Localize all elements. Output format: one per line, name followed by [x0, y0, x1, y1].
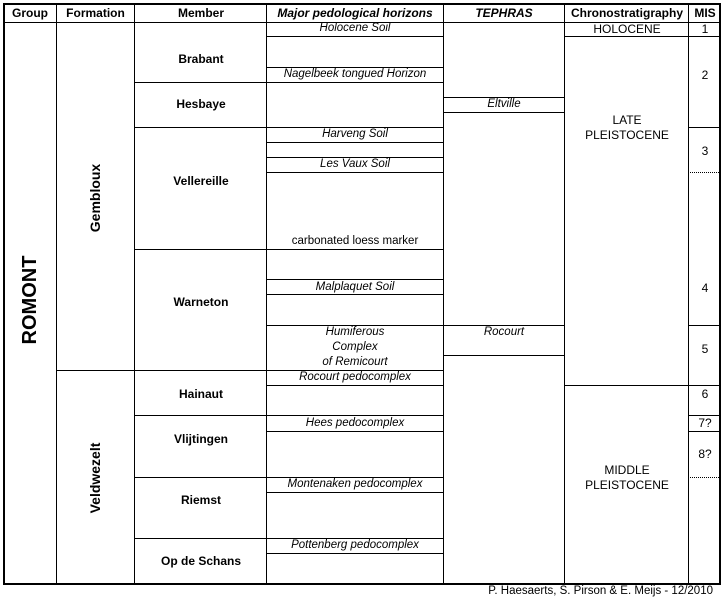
- member-divider: [134, 477, 267, 478]
- formation-divider: [56, 370, 135, 371]
- header-tephras: TEPHRAS: [475, 6, 533, 20]
- frame-left: [3, 3, 5, 585]
- tephra-eltville: Eltville: [487, 98, 521, 110]
- chrono-divider: [564, 385, 689, 386]
- horizon-divider: [266, 385, 444, 386]
- horizon-divider: [266, 431, 444, 432]
- horizon-divider: [266, 294, 444, 295]
- horizon-divider: [266, 142, 444, 143]
- tephra-rocourt: Rocourt: [483, 326, 525, 338]
- member-divider: [134, 370, 267, 371]
- mis-divider: [688, 385, 721, 386]
- member-divider: [134, 538, 267, 539]
- header-formation: Formation: [66, 6, 125, 20]
- mis-2: 2: [701, 68, 709, 82]
- horizon-carbonated-marker: carbonated loess marker: [291, 235, 419, 247]
- member-divider: [134, 249, 267, 250]
- formation-gembloux: Gembloux: [87, 163, 103, 233]
- group-label: ROMONT: [19, 255, 41, 345]
- horizon-nagelbeek: Nagelbeek tongued Horizon: [283, 68, 427, 80]
- horizon-pottenberg: Pottenberg pedocomplex: [291, 539, 419, 551]
- col-sep-group: [56, 3, 57, 584]
- mis-divider: [688, 325, 721, 326]
- horizon-divider: [266, 279, 444, 280]
- author-credit: P. Haesaerts, S. Pirson & E. Meijs - 12/2010: [488, 585, 713, 597]
- member-divider: [134, 415, 267, 416]
- horizon-montenaken: Montenaken pedocomplex: [287, 478, 423, 490]
- horizon-divider: [266, 415, 444, 416]
- horizon-divider: [266, 172, 444, 173]
- horizon-harveng: Harveng Soil: [322, 128, 388, 140]
- mis-1: 1: [701, 22, 709, 36]
- col-sep-chrono: [688, 3, 689, 584]
- mis-divider: [688, 36, 721, 37]
- horizon-hees: Hees pedocomplex: [305, 417, 405, 429]
- horizon-divider: [266, 249, 444, 250]
- chrono-late-line2: PLEISTOCENE: [585, 128, 669, 142]
- frame-top: [3, 3, 721, 5]
- chrono-holocene: HOLOCENE: [593, 22, 661, 36]
- horizon-les-vaux: Les Vaux Soil: [320, 158, 390, 170]
- header-chronostratigraphy: Chronostratigraphy: [570, 6, 683, 20]
- header-mis: MIS: [694, 6, 716, 20]
- chrono-late-line1: LATE: [612, 113, 642, 127]
- mis-dotted-divider: [688, 477, 721, 478]
- header-group: Group: [12, 6, 48, 20]
- member-op-de-schans: Op de Schans: [160, 554, 242, 568]
- mis-dotted-divider: [688, 172, 721, 173]
- member-warneton: Warneton: [173, 295, 229, 309]
- horizon-humiferous-line2: Complex: [332, 341, 378, 353]
- member-hesbaye: Hesbaye: [176, 97, 226, 111]
- mis-4: 4: [701, 281, 709, 295]
- chrono-middle-line2: PLEISTOCENE: [585, 478, 669, 492]
- member-divider: [134, 127, 267, 128]
- horizon-divider: [266, 492, 444, 493]
- tephra-divider: [443, 355, 565, 356]
- header-member: Member: [177, 6, 224, 20]
- header-horizons: Major pedological horizons: [277, 6, 433, 20]
- mis-6: 6: [701, 387, 709, 401]
- horizon-divider: [266, 553, 444, 554]
- mis-divider: [688, 127, 721, 128]
- member-divider: [134, 82, 267, 83]
- mis-7: 7?: [698, 416, 712, 430]
- member-hainaut: Hainaut: [178, 387, 223, 401]
- member-riemst: Riemst: [180, 493, 221, 507]
- horizon-humiferous-line1: Humiferous: [325, 326, 385, 338]
- formation-veldwezelt: Veldwezelt: [87, 442, 103, 514]
- member-vlijtingen: Vlijtingen: [174, 432, 228, 446]
- mis-5: 5: [701, 342, 709, 356]
- chrono-middle-line1: MIDDLE: [604, 463, 650, 477]
- mis-8: 8?: [698, 447, 712, 461]
- mis-divider: [688, 431, 721, 432]
- member-vellereille: Vellereille: [173, 174, 229, 188]
- tephra-divider: [443, 112, 565, 113]
- member-brabant: Brabant: [178, 52, 224, 66]
- horizon-humiferous-line3: of Remicourt: [322, 356, 388, 368]
- horizon-malplaquet: Malplaquet Soil: [315, 281, 395, 293]
- horizon-divider: [266, 36, 444, 37]
- horizon-rocourt-pedocomplex: Rocourt pedocomplex: [299, 371, 411, 383]
- horizon-divider: [266, 82, 444, 83]
- horizon-holocene-soil: Holocene Soil: [319, 22, 391, 34]
- col-sep-tephras: [564, 3, 565, 584]
- mis-3: 3: [701, 144, 709, 158]
